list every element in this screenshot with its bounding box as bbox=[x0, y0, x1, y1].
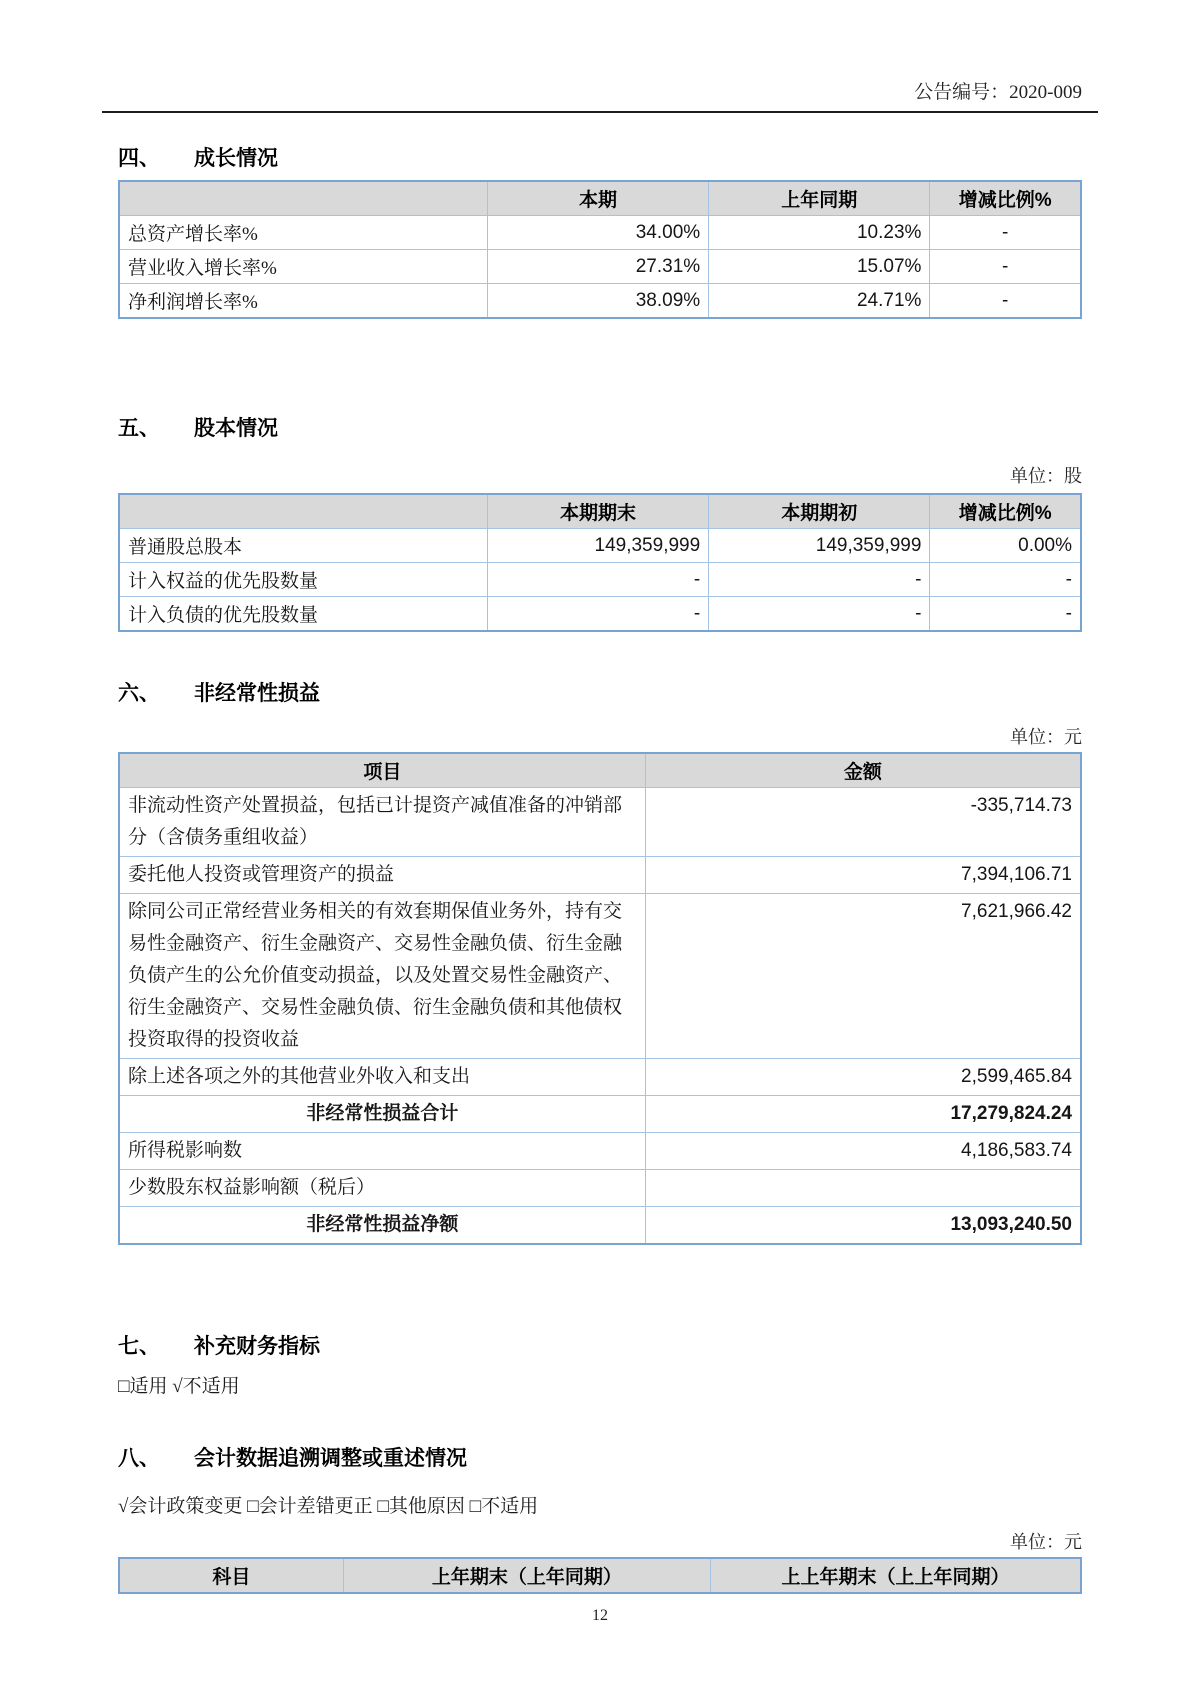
non-recurring-header-row bbox=[119, 753, 1081, 788]
share-capital-header-end: 本期期末 bbox=[487, 494, 708, 529]
total-value: 13,093,240.50 bbox=[645, 1207, 1081, 1245]
table-row bbox=[119, 216, 1081, 250]
table-row bbox=[119, 894, 1081, 1059]
section-restatement-heading bbox=[118, 1447, 1082, 1471]
table-row bbox=[119, 563, 1081, 597]
header-rule bbox=[102, 111, 1098, 113]
row-item-label: 除同公司正常经营业务相关的有效套期保值业务外，持有交易性金融资产、衍生金融资产、交易性金融负债、衍生金融负债产生的公允价值变动损益，以及处置交易性金融资产、衍生金融资产、交易性金融负债、衍生金融负债和其他债权投资取得的投资收益 bbox=[119, 894, 645, 1059]
row-prior-value: 10.23% bbox=[709, 216, 930, 250]
row-item-label: 少数股东权益影响额（税后） bbox=[119, 1170, 645, 1207]
restatement-header-prior2: 上上年期末（上上年同期） bbox=[711, 1558, 1081, 1593]
row-current-value: 27.31% bbox=[487, 250, 708, 284]
restatement-header-row bbox=[119, 1558, 1081, 1593]
restatement-checkboxes: √会计政策变更 □会计差错更正 □其他原因 □不适用 bbox=[118, 1496, 539, 1517]
section-supplementary-title: 补充财务指标 bbox=[194, 1335, 320, 1358]
section-non-recurring-number: 六、 bbox=[118, 682, 160, 705]
non-recurring-header-item: 项目 bbox=[119, 753, 645, 788]
growth-table bbox=[118, 180, 1082, 319]
growth-header-empty bbox=[119, 181, 487, 216]
row-begin-value: - bbox=[709, 563, 930, 597]
section-restatement-number: 八、 bbox=[118, 1447, 160, 1470]
restatement-header-subject: 科目 bbox=[119, 1558, 343, 1593]
row-amount-value bbox=[645, 1170, 1081, 1207]
section-non-recurring-heading bbox=[118, 682, 1082, 706]
row-item-label: 所得税影响数 bbox=[119, 1133, 645, 1170]
row-end-value: 149,359,999 bbox=[487, 529, 708, 563]
row-amount-value: 4,186,583.74 bbox=[645, 1133, 1081, 1170]
row-label: 计入负债的优先股数量 bbox=[119, 597, 487, 632]
table-row bbox=[119, 597, 1081, 632]
table-row bbox=[119, 250, 1081, 284]
share-capital-header-empty bbox=[119, 494, 487, 529]
row-label: 普通股总股本 bbox=[119, 529, 487, 563]
share-capital-header-change: 增减比例% bbox=[930, 494, 1081, 529]
share-capital-table bbox=[118, 493, 1082, 632]
row-change-value: - bbox=[930, 250, 1081, 284]
row-label: 营业收入增长率% bbox=[119, 250, 487, 284]
section-non-recurring-title: 非经常性损益 bbox=[194, 682, 320, 705]
row-change-value: - bbox=[930, 284, 1081, 319]
section-supplementary-heading bbox=[118, 1335, 1082, 1359]
table-row bbox=[119, 284, 1081, 319]
row-label: 计入权益的优先股数量 bbox=[119, 563, 487, 597]
total-row bbox=[119, 1207, 1081, 1245]
row-prior-value: 24.71% bbox=[709, 284, 930, 319]
document-page bbox=[118, 0, 1082, 1625]
section-growth-number: 四、 bbox=[118, 147, 160, 170]
table-row bbox=[119, 1133, 1081, 1170]
table-row bbox=[119, 788, 1081, 857]
restatement-header-prior: 上年期末（上年同期） bbox=[343, 1558, 710, 1593]
row-begin-value: 149,359,999 bbox=[709, 529, 930, 563]
table-row bbox=[119, 857, 1081, 894]
row-label: 总资产增长率% bbox=[119, 216, 487, 250]
row-amount-value: 7,621,966.42 bbox=[645, 894, 1081, 1059]
row-end-value: - bbox=[487, 597, 708, 632]
applicability-checkboxes: □适用 √不适用 bbox=[118, 1376, 240, 1397]
non-recurring-header-amount: 金额 bbox=[645, 753, 1081, 788]
row-label: 净利润增长率% bbox=[119, 284, 487, 319]
section-share-capital-number: 五、 bbox=[118, 417, 160, 440]
section-supplementary-number: 七、 bbox=[118, 1335, 160, 1358]
table-row bbox=[119, 1059, 1081, 1096]
unit-label-yuan-2: 单位：元 bbox=[1010, 1532, 1082, 1552]
growth-header-change: 增减比例% bbox=[930, 181, 1081, 216]
row-change-value: 0.00% bbox=[930, 529, 1081, 563]
section-share-capital-heading bbox=[118, 417, 1082, 441]
row-current-value: 34.00% bbox=[487, 216, 708, 250]
row-amount-value: 7,394,106.71 bbox=[645, 857, 1081, 894]
section-growth-title: 成长情况 bbox=[194, 147, 278, 170]
row-prior-value: 15.07% bbox=[709, 250, 930, 284]
growth-header-prior: 上年同期 bbox=[709, 181, 930, 216]
growth-header-current: 本期 bbox=[487, 181, 708, 216]
row-begin-value: - bbox=[709, 597, 930, 632]
page-number: 12 bbox=[592, 1607, 608, 1624]
row-change-value: - bbox=[930, 563, 1081, 597]
non-recurring-table bbox=[118, 752, 1082, 1245]
subtotal-label: 非经常性损益合计 bbox=[119, 1096, 645, 1133]
restatement-table bbox=[118, 1557, 1082, 1594]
share-capital-header-begin: 本期期初 bbox=[709, 494, 930, 529]
unit-label-yuan: 单位：元 bbox=[1010, 727, 1082, 747]
row-change-value: - bbox=[930, 216, 1081, 250]
row-amount-value: 2,599,465.84 bbox=[645, 1059, 1081, 1096]
doc-number: 公告编号：2020-009 bbox=[914, 82, 1082, 103]
row-amount-value: -335,714.73 bbox=[645, 788, 1081, 857]
subtotal-row bbox=[119, 1096, 1081, 1133]
share-capital-header-row bbox=[119, 494, 1081, 529]
growth-table-header-row bbox=[119, 181, 1081, 216]
row-end-value: - bbox=[487, 563, 708, 597]
unit-label-shares: 单位：股 bbox=[1010, 466, 1082, 486]
total-label: 非经常性损益净额 bbox=[119, 1207, 645, 1245]
section-growth-heading bbox=[118, 147, 1082, 171]
row-current-value: 38.09% bbox=[487, 284, 708, 319]
row-item-label: 非流动性资产处置损益，包括已计提资产减值准备的冲销部分（含债务重组收益） bbox=[119, 788, 645, 857]
table-row bbox=[119, 529, 1081, 563]
row-change-value: - bbox=[930, 597, 1081, 632]
table-row bbox=[119, 1170, 1081, 1207]
row-item-label: 除上述各项之外的其他营业外收入和支出 bbox=[119, 1059, 645, 1096]
subtotal-value: 17,279,824.24 bbox=[645, 1096, 1081, 1133]
section-share-capital-title: 股本情况 bbox=[194, 417, 278, 440]
row-item-label: 委托他人投资或管理资产的损益 bbox=[119, 857, 645, 894]
section-restatement-title: 会计数据追溯调整或重述情况 bbox=[194, 1447, 467, 1470]
